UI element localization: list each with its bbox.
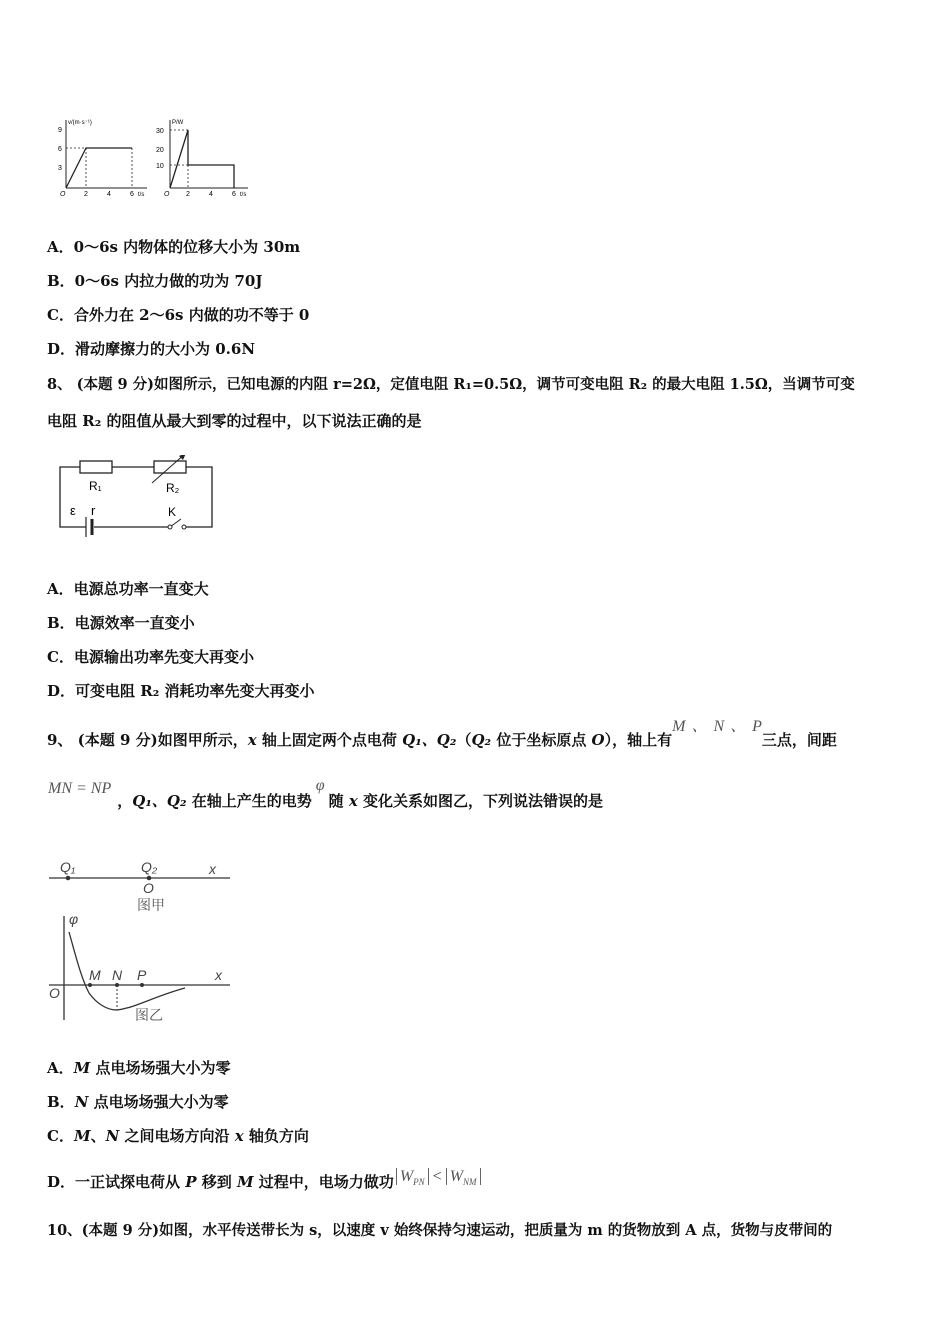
q-vars: Q₁、Q₂ — [402, 731, 457, 749]
q7-graphs — [52, 112, 252, 198]
label-x: x — [209, 861, 216, 877]
w-subscript: NM — [463, 1177, 477, 1188]
n-var: N — [105, 1127, 120, 1145]
p-xtick-o: O — [164, 191, 170, 198]
q7-option-b[interactable]: B．0～6s 内拉力做的功为 70J — [47, 272, 263, 290]
label-q1: Q₁ — [60, 859, 76, 875]
phi-symbol: φ — [315, 777, 325, 794]
v-ytick-9: 9 — [58, 127, 62, 134]
caption-yi: 图乙 — [135, 1007, 163, 1023]
p-xtick-t: t/s — [240, 192, 247, 198]
less-than: < — [432, 1168, 442, 1185]
option-text: 点电场场强大小为零 — [90, 1059, 231, 1077]
v-ytick-3: 3 — [58, 165, 62, 172]
n-var: N — [74, 1093, 89, 1111]
q8-circuit — [52, 455, 222, 540]
option-label: A． — [47, 1059, 74, 1077]
q8-option-d[interactable]: D．可变电阻 R₂ 消耗功率先变大再变小 — [47, 682, 315, 700]
option-text: 之间电场方向沿 — [119, 1127, 235, 1145]
label-origin: O — [143, 880, 154, 896]
m-var: M — [73, 1127, 91, 1145]
v-xtick-o: O — [60, 191, 66, 198]
label-k: K — [168, 505, 177, 519]
q8-option-c[interactable]: C．电源输出功率先变大再变小 — [47, 648, 254, 666]
o-var: O — [591, 731, 605, 749]
m-var: M — [236, 1173, 254, 1191]
separator: 、 — [90, 1127, 106, 1145]
option-label: B． — [47, 1093, 75, 1111]
p-ytick-20: 20 — [156, 147, 164, 154]
v-xtick-6: 6 — [130, 191, 134, 198]
q7-option-c[interactable]: C．合外力在 2～6s 内做的功不等于 0 — [47, 306, 310, 324]
label-q2: Q₂ — [141, 859, 158, 875]
m-var: M — [73, 1059, 91, 1077]
q9-text: 随 — [328, 792, 349, 810]
q9-text: 在轴上产生的电势 — [186, 792, 312, 810]
x-var: x — [247, 731, 257, 749]
q9-text: 位于坐标原点 — [491, 731, 592, 749]
v-t-graph — [66, 120, 147, 188]
label-phi: φ — [69, 911, 79, 927]
option-label: D．一正试探电荷从 — [47, 1173, 186, 1191]
q7-option-a[interactable]: A．0～6s 内物体的位移大小为 30m — [47, 238, 301, 256]
p-xtick-4: 4 — [209, 191, 213, 198]
q9-text: ， — [117, 792, 133, 810]
q10-stem-line1: 10、(本题 9 分)如图，水平传送带长为 s，以速度 v 始终保持匀速运动，把质量为 m 的货物放到 A 点，货物与皮带间的 — [47, 1222, 833, 1239]
q-vars: Q₁、Q₂ — [132, 792, 187, 810]
q9-text: 轴上固定两个点电荷 — [256, 731, 403, 749]
p-ytick-10: 10 — [156, 163, 164, 170]
p-xtick-2: 2 — [186, 191, 190, 198]
q8-option-b[interactable]: B．电源效率一直变小 — [47, 614, 195, 632]
v-xtick-4: 4 — [107, 191, 111, 198]
p-ytick-30: 30 — [156, 128, 164, 135]
v-axis-label: v/(m·s⁻¹) — [68, 120, 92, 126]
q9-stem-line2 — [48, 777, 604, 811]
p-xtick-6: 6 — [232, 191, 236, 198]
option-text: 点电场场强大小为零 — [88, 1093, 229, 1111]
option-text: 轴负方向 — [243, 1127, 309, 1145]
q8-option-a[interactable]: A．电源总功率一直变大 — [47, 580, 209, 598]
p-t-graph — [170, 120, 248, 188]
q9-stem-line1 — [47, 718, 837, 750]
label-origin: O — [49, 985, 60, 1001]
label-r1: R₁ — [89, 479, 102, 493]
caption-jia: 图甲 — [137, 897, 165, 913]
option-label: C． — [47, 1127, 74, 1145]
q9-figure-yi — [45, 908, 235, 1028]
option-text: 过程中，电场力做功 — [253, 1173, 394, 1191]
q9-option-b[interactable] — [47, 1091, 229, 1112]
w-symbol: W — [399, 1168, 414, 1185]
p-var: P — [185, 1173, 197, 1191]
option-text: 移到 — [196, 1173, 237, 1191]
q9-text: 三点，间距 — [761, 731, 837, 749]
q9-option-a[interactable] — [47, 1057, 230, 1078]
x-var: x — [348, 792, 358, 810]
w-subscript: PN — [413, 1177, 425, 1188]
w-symbol: W — [449, 1168, 464, 1185]
mnp-formula: M 、 N 、 P — [672, 718, 762, 735]
q9-text: 变化关系如图乙，下列说法错误的是 — [357, 792, 604, 810]
label-r: r — [91, 503, 96, 518]
label-emf: ε — [70, 503, 76, 518]
q8-stem-line2: 电阻 R₂ 的阻值从最大到零的过程中，以下说法正确的是 — [47, 412, 422, 430]
mn-np-formula: MN = NP — [48, 780, 112, 797]
label-p: P — [137, 967, 147, 983]
v-ytick-6: 6 — [58, 146, 62, 153]
q7-option-d[interactable]: D．滑动摩擦力的大小为 0.6N — [47, 340, 256, 358]
q9-text: （ — [456, 731, 472, 749]
q9-text: ），轴上有 — [604, 731, 673, 749]
q9-text: 9、 (本题 9 分)如图甲所示， — [47, 731, 248, 749]
q2-var: Q₂ — [471, 731, 492, 749]
p-axis-label: P/W — [172, 120, 184, 126]
v-xtick-t: t/s — [138, 192, 145, 198]
work-inequality — [396, 1168, 481, 1187]
q8-stem-line1: 8、 (本题 9 分)如图所示，已知电源的内阻 r=2Ω，定值电阻 R₁=0.5Ω，调节可变电阻 R₂ 的最大电阻 1.5Ω，当调节可变 — [47, 376, 855, 393]
q9-option-d[interactable] — [47, 1168, 481, 1193]
v-xtick-2: 2 — [84, 191, 88, 198]
label-x: x — [215, 967, 222, 983]
x-var: x — [234, 1127, 244, 1145]
label-n: N — [112, 967, 123, 983]
label-m: M — [89, 967, 101, 983]
q9-option-c[interactable] — [47, 1125, 309, 1146]
label-r2: R₂ — [166, 481, 180, 495]
